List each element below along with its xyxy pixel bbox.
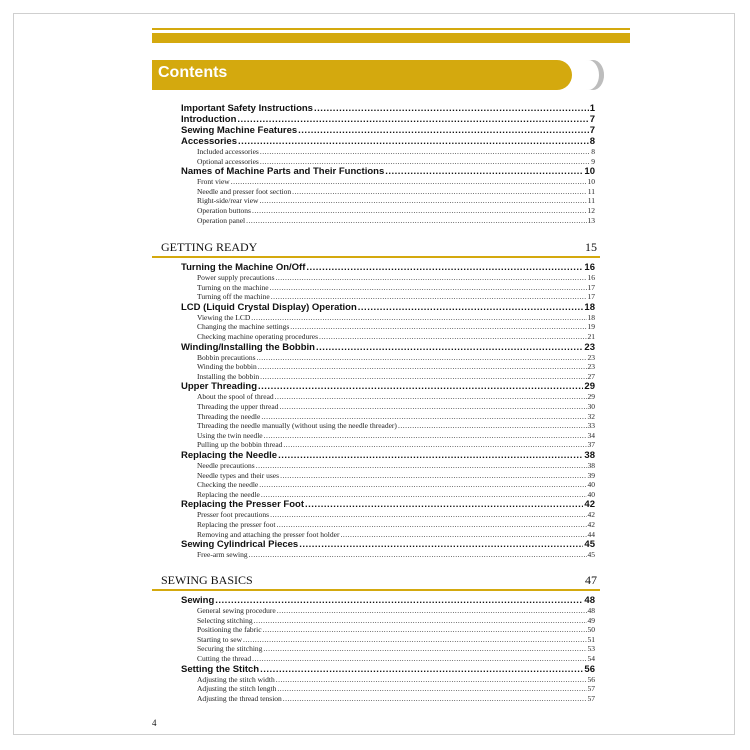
dot-leader [215,595,583,606]
toc-entry-page: 11 [587,196,595,206]
toc-entry-page: 18 [587,312,595,322]
toc-subentry [181,654,595,664]
toc-entry-page: 13 [587,215,595,225]
toc-entry-page: 40 [587,489,595,499]
toc-subentry [181,402,595,412]
dot-leader [314,103,589,114]
header-rule-thin [152,28,630,30]
dot-leader [340,530,586,540]
toc-entry-page: 27 [587,371,595,381]
header-rule [152,33,630,43]
dot-leader [283,440,586,450]
toc-entry-label: Viewing the LCD [197,312,251,322]
toc-entry-page: 56 [587,674,595,684]
dot-leader [263,644,586,654]
toc-entry [181,499,595,510]
section-page-number: 47 [585,573,597,587]
toc-entry [181,103,595,114]
section-page-number: 15 [585,240,597,254]
toc-subentry [181,177,595,187]
toc-subentry [181,362,595,372]
toc-entry-label: Checking machine operating procedures [197,332,318,341]
toc-entry-page: 16 [587,273,595,282]
toc-subentry [181,440,595,450]
toc-subentry [181,322,595,332]
toc-entry [181,539,595,550]
toc-entry-label: Adjusting the stitch length [197,684,277,694]
dot-leader [279,402,586,412]
toc-entry-label: Installing the bobbin [197,371,260,381]
toc-entry-page: 50 [587,625,595,635]
dot-leader [290,322,586,332]
toc-subentry [181,510,595,520]
section-title: SEWING BASICS [161,573,253,587]
section-heading-sewing-basics [161,573,597,588]
toc-entry-label: Replacing the needle [197,489,260,499]
toc-entry [181,136,595,147]
dot-leader [252,654,586,664]
toc-entry-label: Positioning the fabric [197,625,262,635]
toc-entry-page: 44 [587,529,595,539]
dot-leader [260,664,583,675]
dot-leader [254,616,587,626]
toc-subentry [181,431,595,441]
toc-entry-page: 49 [587,615,595,625]
dot-leader [277,520,587,530]
toc-entry-label: Included accessories [197,147,259,156]
toc-subentry [181,372,595,382]
toc-entry [181,125,595,136]
toc-entry-label: Front view [197,177,230,187]
toc-entry-page: 38 [584,450,595,461]
toc-subentry [181,313,595,323]
page-title: Contents [158,64,228,81]
dot-leader [271,292,587,302]
toc-entry-label: Power supply precautions [197,273,275,282]
toc-entry-label: Right-side/rear view [197,196,259,206]
section-title: GETTING READY [161,240,258,254]
dot-leader [398,421,587,431]
dot-leader [316,342,583,353]
toc-entry-page: 54 [587,654,595,663]
dot-leader [264,431,587,441]
dot-leader [260,157,590,167]
toc-entry-page: 57 [587,684,595,694]
toc-entry-page: 8 [589,136,595,147]
toc-entry-label: Operation panel [197,215,246,225]
toc-subentry [181,292,595,302]
toc-entry-label: Presser foot precautions [197,510,270,520]
dot-leader [258,381,583,392]
section-rule [152,589,600,591]
toc-entry-page: 9 [591,156,595,166]
toc-subentry [181,421,595,431]
toc-entry-label: Starting to sew [197,634,242,644]
toc-entry-label: Sewing [181,595,215,606]
dot-leader [276,273,587,283]
toc-entry-page: 29 [587,392,595,402]
dot-leader [259,480,586,490]
toc-entry-page: 11 [587,186,595,196]
dot-leader [276,675,587,685]
toc-entry-page: 37 [587,440,595,450]
dot-leader [261,412,586,422]
toc-entry-page: 17 [587,292,595,302]
toc-entry-page: 10 [584,166,595,178]
toc-entry-label: Needle and presser foot section [197,186,292,196]
toc-entry-page: 42 [587,510,595,520]
dot-leader [256,461,587,471]
dot-leader [258,362,587,372]
toc-entry-label: Cutting the thread [197,654,252,663]
toc-subentry [181,157,595,167]
toc-entry-label: Turning the Machine On/Off [181,262,306,273]
dot-leader [292,187,587,197]
dot-leader [260,372,586,382]
toc-subentry [181,332,595,342]
toc-entry-page: 1 [589,103,595,114]
dot-leader [280,471,586,481]
toc-entry-page: 53 [587,644,595,654]
toc-entry-label: Using the twin needle [197,430,263,440]
dot-leader [238,136,589,147]
dot-leader [259,196,586,206]
toc-entry-label: Sewing Machine Features [181,125,298,136]
toc-entry-page: 23 [584,341,595,353]
toc-entry-label: Threading the needle [197,411,261,421]
toc-subentry [181,684,595,694]
dot-leader [306,262,583,273]
toc-entry-label: Winding/Installing the Bobbin [181,341,315,353]
dot-leader [260,147,590,157]
toc-entry-page: 39 [587,470,595,480]
dot-leader [277,606,587,616]
toc-entry-label: Threading the needle manually (without using the needle threader) [197,421,397,431]
toc-subentry [181,644,595,654]
dot-leader [270,283,587,293]
toc-entry-label: Pulling up the bobbin thread [197,440,283,450]
toc-entry-label: Sewing Cylindrical Pieces [181,539,299,551]
toc-entry-page: 48 [584,595,595,606]
dot-leader [261,490,587,500]
toc-subentry [181,606,595,616]
dot-leader [278,450,583,461]
toc-entry-page: 18 [584,301,595,313]
toc-entry [181,114,595,125]
toc-entry-page: 40 [587,480,595,490]
banner-arc-mask-outer [577,60,599,90]
toc-entry-label: Needle types and their uses [197,470,280,480]
toc-entry-page: 51 [587,634,595,644]
toc-entry-label: Adjusting the thread tension [197,693,282,703]
toc-entry-label: Accessories [181,136,237,147]
toc-subentry [181,353,595,363]
toc-entry [181,262,595,273]
toc-subentry [181,520,595,530]
toc-entry-page: 10 [587,177,595,187]
page-number: 4 [152,718,157,728]
toc-subentry [181,675,595,685]
toc-entry [181,664,595,675]
toc-subentry [181,694,595,704]
section-heading-getting-ready [161,240,597,255]
toc-entry-label: Setting the Stitch [181,663,260,675]
toc-entry-label: About the spool of thread [197,392,274,402]
dot-leader [298,125,589,136]
dot-leader [275,392,587,402]
toc-entry-page: 42 [587,520,595,529]
dot-leader [283,694,587,704]
toc-entry-page: 34 [587,430,595,440]
toc-entry-page: 12 [587,206,595,215]
dot-leader [231,177,587,187]
toc-subentry [181,283,595,293]
dot-leader [319,332,587,342]
toc-entry [181,450,595,461]
toc-entry-label: Introduction [181,114,237,125]
dot-leader [299,539,583,550]
toc-entry-label: Replacing the Presser Foot [181,499,305,511]
toc-entry-label: Optional accessories [197,156,259,166]
toc-subentry [181,530,595,540]
toc-subentry [181,196,595,206]
toc-entry-label: Needle precautions [197,461,255,470]
dot-leader [385,166,583,177]
toc-entry-label: Replacing the presser foot [197,520,276,529]
toc-entry-label: Selecting stitching [197,615,253,625]
toc-entry-label: Turning off the machine [197,292,270,302]
toc-entry-page: 7 [589,114,595,125]
toc-entry-label: General sewing procedure [197,606,276,615]
toc-entry-label: Securing the stitching [197,644,263,654]
toc-entry-page: 23 [587,352,595,362]
toc-entry-label: Threading the upper thread [197,402,279,411]
toc-subentry [181,392,595,402]
toc-entry-label: Checking the needle [197,480,259,490]
toc-entry-label: Removing and attaching the presser foot holder [197,529,340,539]
toc-entry-label: LCD (Liquid Crystal Display) Operation [181,301,357,313]
toc-entry-page: 45 [587,550,595,560]
dot-leader [305,499,583,510]
toc-entry-page: 33 [587,421,595,431]
dot-leader [243,635,587,645]
dot-leader [358,302,584,313]
toc-entry [181,166,595,177]
toc-subentry [181,480,595,490]
toc-entry-label: Turning on the machine [197,282,269,292]
toc-entry-page: 42 [584,499,595,511]
toc-subentry [181,550,595,560]
toc-entry-label: Names of Machine Parts and Their Functions [181,166,385,178]
toc-entry-page: 48 [587,606,595,615]
toc-entry-page: 30 [587,402,595,411]
toc-entry-page: 16 [584,262,595,273]
toc-entry-page: 8 [591,147,595,156]
toc-entry-label: Free-arm sewing [197,550,248,560]
toc-subentry [181,187,595,197]
toc-subentry [181,206,595,216]
toc-entry-label: Replacing the Needle [181,450,278,461]
toc-entry-label: Changing the machine settings [197,322,290,332]
toc-entry-page: 45 [584,539,595,551]
dot-leader [277,684,586,694]
toc-entry [181,595,595,606]
toc-subentry [181,625,595,635]
toc-entry-label: Important Safety Instructions [181,103,313,114]
toc-entry-page: 57 [587,693,595,703]
toc-subentry [181,635,595,645]
toc-entry-page: 38 [587,461,595,470]
toc-entry-label: Upper Threading [181,381,258,393]
toc-subentry [181,471,595,481]
toc-entry-label: Adjusting the stitch width [197,674,275,684]
toc-entry [181,381,595,392]
toc-entry [181,302,595,313]
toc-subentry [181,616,595,626]
dot-leader [257,353,587,363]
toc-subentry [181,147,595,157]
dot-leader [237,114,588,125]
toc-entry-page: 32 [587,411,595,421]
toc-subentry [181,461,595,471]
toc-entry [181,342,595,353]
toc-entry-page: 23 [587,362,595,372]
dot-leader [270,510,586,520]
toc-entry-page: 17 [587,282,595,292]
dot-leader [246,216,586,226]
toc-entry-label: Operation buttons [197,206,251,215]
toc-entry-label: Winding the bobbin [197,362,257,372]
dot-leader [263,625,587,635]
toc-entry-page: 21 [587,332,595,341]
toc-entry-page: 7 [589,125,595,136]
dot-leader [249,550,587,560]
toc-subentry [181,412,595,422]
toc-entry-page: 19 [587,322,595,332]
toc-entry-page: 29 [584,381,595,393]
toc-subentry [181,490,595,500]
toc-subentry [181,216,595,226]
dot-leader [252,206,587,216]
toc-subentry [181,273,595,283]
section-rule [152,256,600,258]
dot-leader [251,313,586,323]
toc-entry-label: Bobbin precautions [197,352,256,362]
toc-entry-page: 56 [584,663,595,675]
